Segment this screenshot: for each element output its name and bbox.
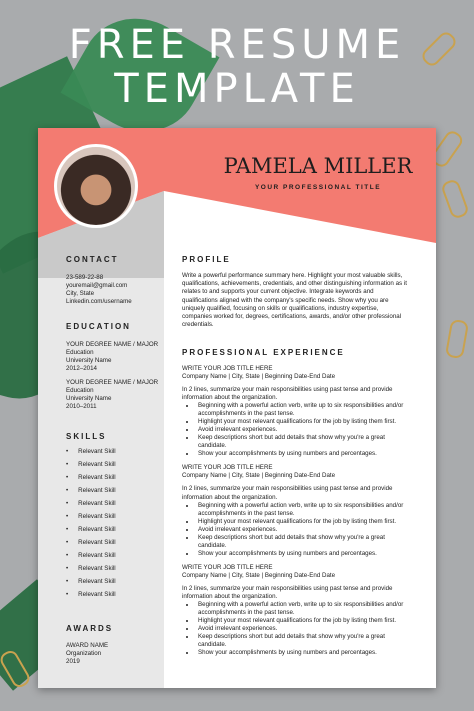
education-entry [66, 379, 166, 411]
skill-item: • Relevant Skill [66, 539, 166, 552]
job-company: Company Name | City, State | Beginning Date-End Date [182, 373, 336, 380]
university-name: University Name [66, 395, 112, 402]
professional-title: YOUR PROFESSIONAL TITLE [254, 184, 382, 191]
skill-item: • Relevant Skill [66, 526, 166, 539]
job-summary: In 2 lines, summarize your main responsibilities using past tense and provide information about the organization. [182, 584, 393, 601]
job-bullet: • Avoid irrelevant experiences. [196, 426, 408, 434]
job-title: WRITE YOUR JOB TITLE HERE [182, 563, 273, 571]
job-bullet: • Avoid irrelevant experiences. [196, 526, 408, 534]
profile-text: Write a powerful performance summary here. Highlight your most valuable skills, qualifications, achievements, credentials, and other distinguishing information as it relates to and supports your current objective. Integrate keywords and qualifications aligned with the company's specific needs. Show why you are uniquely qualified, focusing on skills or qualifications, industry expertise, companies worked for, degrees, certifications, awards, and/or other professional credentials. [182, 272, 407, 329]
skill-item: • Relevant Skill [66, 513, 166, 526]
job-bullets [182, 502, 408, 558]
job-bullets [182, 601, 408, 657]
education-heading: EDUCATION [66, 322, 131, 331]
job-entry [182, 564, 408, 657]
skill-item: • Relevant Skill [66, 474, 166, 487]
job-title: WRITE YOUR JOB TITLE HERE [182, 464, 273, 472]
job-bullet: • Beginning with a powerful action verb, write up to six responsibilities and/or accomplishments in the past tense. [196, 402, 408, 418]
job-bullet: • Keep descriptions short but add details that show why you're a great candidate. [196, 633, 408, 649]
job-bullet: • Keep descriptions short but add details that show why you're a great candidate. [196, 434, 408, 450]
skills-heading: SKILLS [66, 432, 107, 441]
degree-name: YOUR DEGREE NAME / MAJOR [66, 379, 159, 386]
education-dates: 2010–2011 [66, 403, 97, 410]
award-organization: Organization [66, 650, 102, 657]
experience-section [182, 348, 408, 657]
skills-list [66, 448, 166, 604]
job-summary: In 2 lines, summarize your main responsibilities using past tense and provide information about the organization. [182, 386, 393, 402]
job-summary: In 2 lines, summarize your main responsibilities using past tense and provide information about the organization. [182, 485, 393, 501]
education-section [66, 322, 166, 411]
education-type: Education [66, 349, 94, 356]
skill-item: • Relevant Skill [66, 552, 166, 565]
job-entry [182, 464, 408, 557]
contact-heading: CONTACT [66, 255, 119, 264]
award-name: AWARD NAME [66, 642, 109, 649]
skill-item: • Relevant Skill [66, 591, 166, 604]
award-year: 2019 [66, 658, 80, 665]
degree-name: YOUR DEGREE NAME / MAJOR [66, 341, 159, 348]
job-bullet: • Show your accomplishments by using numbers and percentages. [196, 550, 408, 558]
paperclip-icon [440, 178, 470, 220]
skills-heading-wrap [66, 432, 166, 441]
paperclip-icon [445, 319, 469, 360]
job-bullet: • Highlight your most relevant qualifications for the job by listing them first. [196, 617, 408, 625]
profile-heading: PROFILE [182, 255, 231, 264]
education-type: Education [66, 387, 94, 394]
resume-page [38, 128, 436, 688]
job-bullet: • Show your accomplishments by using numbers and percentages. [196, 450, 408, 458]
job-bullet: • Keep descriptions short but add details that show why you're a great candidate. [196, 534, 408, 550]
profile-section [182, 255, 408, 329]
education-dates: 2012–2014 [66, 365, 97, 372]
job-title: WRITE YOUR JOB TITLE HERE [182, 365, 273, 372]
contact-location: City, State [66, 290, 95, 297]
skill-item: • Relevant Skill [66, 500, 166, 513]
skill-item: • Relevant Skill [66, 448, 166, 461]
job-bullet: • Highlight your most relevant qualifications for the job by listing them first. [196, 518, 408, 526]
job-company: Company Name | City, State | Beginning Date-End Date [182, 571, 336, 579]
job-bullets [182, 402, 408, 458]
job-bullet: • Beginning with a powerful action verb, write up to six responsibilities and/or accomplishments in the past tense. [196, 601, 408, 617]
banner-line-1: FREE RESUME [68, 22, 406, 68]
university-name: University Name [66, 357, 112, 364]
banner-line-2: TEMPLATE [114, 66, 360, 112]
skill-item: • Relevant Skill [66, 565, 166, 578]
skill-item: • Relevant Skill [66, 578, 166, 591]
profile-photo [54, 144, 138, 228]
awards-heading: AWARDS [66, 624, 114, 633]
contact-phone: 23-589-22-88 [66, 274, 104, 281]
job-bullet: • Beginning with a powerful action verb, write up to six responsibilities and/or accomplishments in the past tense. [196, 502, 408, 518]
job-bullet: • Highlight your most relevant qualifications for the job by listing them first. [196, 418, 408, 426]
job-bullet: • Avoid irrelevant experiences. [196, 625, 408, 633]
skill-item: • Relevant Skill [66, 461, 166, 474]
job-bullet: • Show your accomplishments by using numbers and percentages. [196, 649, 408, 657]
avatar [57, 147, 135, 225]
job-entry [182, 365, 408, 458]
skill-item: • Relevant Skill [66, 487, 166, 500]
contact-linkedin: Linkedin.com/username [66, 298, 132, 305]
education-entry [66, 341, 166, 373]
experience-heading: PROFESSIONAL EXPERIENCE [182, 348, 345, 357]
job-company: Company Name | City, State | Beginning Date-End Date [182, 472, 336, 480]
awards-section [66, 624, 166, 666]
contact-email: youremail@gmail.com [66, 282, 128, 289]
resume-name: PAMELA MILLER [223, 154, 413, 178]
contact-section [66, 255, 166, 306]
